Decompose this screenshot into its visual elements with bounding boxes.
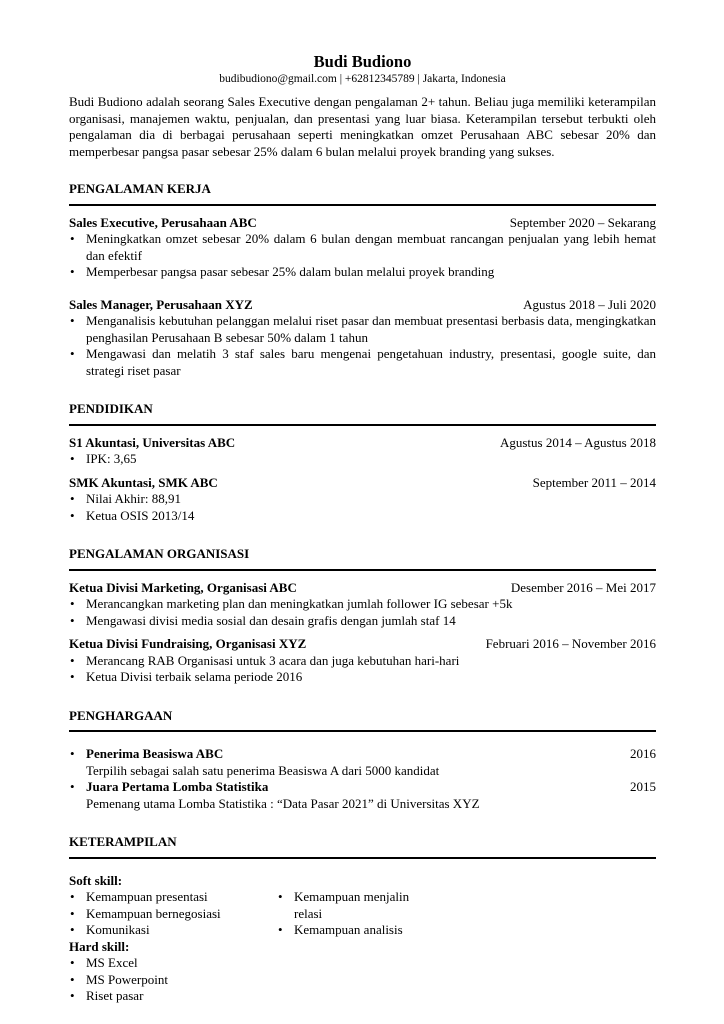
soft-skill-list	[69, 889, 277, 939]
education-section	[69, 401, 656, 524]
award-year: 2015	[630, 779, 656, 794]
soft-skill-label: Soft skill:	[69, 872, 123, 888]
skills-block	[69, 873, 656, 1005]
bullet-list	[69, 653, 656, 686]
award-entry	[69, 779, 656, 812]
entry-date: September 2020 – Sekarang	[509, 214, 656, 230]
list-item: • Kemampuan menjalin relasi	[277, 889, 427, 922]
awards-section	[69, 708, 656, 813]
experience-entry	[69, 297, 656, 380]
contact-info: budibudiono@gmail.com | +62812345789 | Jakarta, Indonesia	[219, 73, 506, 85]
bullet-list	[69, 596, 656, 629]
bullet-list	[69, 231, 656, 281]
list-item: • Meningkatkan omzet sebesar 20% dalam 6 bulan dengan membuat rancangan penjualan yang lebih hemat dan efektif	[69, 231, 656, 264]
award-title: • Penerima Beasiswa ABC	[86, 746, 224, 761]
organization-section	[69, 546, 656, 686]
hard-skill-list	[69, 955, 656, 1005]
organization-entry	[69, 580, 656, 630]
award-title: • Juara Pertama Lomba Statistika	[86, 779, 269, 794]
award-description: Pemenang utama Lomba Statistika : “Data Pasar 2021” di Universitas XYZ	[86, 795, 480, 811]
work-experience-section	[69, 181, 656, 379]
entry-title: SMK Akuntasi, SMK ABC	[69, 474, 218, 490]
list-item: • Memperbesar pangsa pasar sebesar 25% dalam bulan melalui proyek branding	[69, 264, 656, 281]
section-title-experience: PENGALAMAN KERJA	[69, 181, 656, 206]
list-item: • Nilai Akhir: 88,91	[69, 491, 656, 508]
list-item: • Merancangkan marketing plan dan meningkatkan jumlah follower IG sebesar +5k	[69, 596, 656, 613]
entry-title: Sales Executive, Perusahaan ABC	[69, 214, 257, 230]
list-item: • Merancang RAB Organisasi untuk 3 acara dan juga kebutuhan hari-hari	[69, 653, 656, 670]
education-entry	[69, 435, 656, 468]
section-title-skills: KETERAMPILAN	[69, 834, 656, 859]
list-item: • Mengawasi dan melatih 3 staf sales baru mengenai pengetahuan industry, presentasi, google suite, dan strategi riset pasar	[69, 346, 656, 379]
organization-entry	[69, 636, 656, 686]
list-item: • Menganalisis kebutuhan pelanggan melalui riset pasar dan membuat presentasi berbasis data, mengingkatkan penghasilan Perusahaan B sebesar 50% dalam 1 tahun	[69, 313, 656, 346]
entry-header	[69, 215, 656, 232]
entry-title: S1 Akuntasi, Universitas ABC	[69, 434, 236, 450]
entry-date: September 2011 – 2014	[532, 474, 656, 490]
list-item: • MS Excel	[69, 955, 656, 972]
entry-header	[69, 435, 656, 452]
entry-date: Februari 2016 – November 2016	[485, 636, 656, 651]
list-item: • MS Powerpoint	[69, 972, 656, 989]
entry-title: Sales Manager, Perusahaan XYZ	[69, 296, 253, 312]
list-item: • Mengawasi divisi media sosial dan desain grafis dengan jumlah staf 14	[69, 613, 656, 630]
entry-header	[69, 475, 656, 492]
list-item: • IPK: 3,65	[69, 451, 656, 468]
section-title-education: PENDIDIKAN	[69, 401, 656, 426]
hard-skill-label: Hard skill:	[69, 938, 130, 954]
list-item: • Kemampuan presentasi	[69, 889, 277, 906]
award-description: Terpilih sebagai salah satu penerima Beasiswa A dari 5000 kandidat	[86, 762, 440, 778]
entry-title: Ketua Divisi Marketing, Organisasi ABC	[69, 579, 297, 595]
soft-skill-columns	[69, 889, 656, 939]
entry-date: Agustus 2014 – Agustus 2018	[499, 434, 656, 450]
list-item: • Komunikasi	[69, 922, 277, 939]
bullet-list	[69, 491, 656, 524]
list-item: • Kemampuan bernegosiasi	[69, 906, 277, 923]
entry-header	[69, 580, 656, 597]
soft-skill-list	[277, 889, 427, 939]
bullet-list	[69, 451, 656, 468]
entry-header	[69, 636, 656, 653]
list-item: • Kemampuan analisis	[277, 922, 427, 939]
entry-header	[69, 297, 656, 314]
candidate-name: Budi Budiono	[313, 52, 412, 71]
summary-paragraph: Budi Budiono adalah seorang Sales Executive dengan pengalaman 2+ tahun. Beliau juga memiliki keterampilan organisasi, manajemen waktu, penjualan, dan presentasi yang luar biasa. Keterampilan tersebut terbukti oleh pengalaman dia di berbagai perusahaan seperti meningkatkan omzet Perusahaan ABC sebesar 20% dan memperbesar pangsa pasar sebesar 25% dalam 6 bulan melalui proyek branding yang sukses.	[69, 94, 656, 159]
list-item: • Ketua OSIS 2013/14	[69, 508, 656, 525]
bullet-list	[69, 313, 656, 379]
award-year: 2016	[630, 746, 656, 761]
entry-title: Ketua Divisi Fundraising, Organisasi XYZ	[69, 636, 307, 651]
entry-date: Agustus 2018 – Juli 2020	[523, 296, 656, 312]
award-header	[69, 779, 656, 796]
education-entry	[69, 475, 656, 525]
section-title-awards: PENGHARGAAN	[69, 708, 656, 733]
skills-section	[69, 834, 656, 1005]
entry-date: Desember 2016 – Mei 2017	[510, 579, 656, 595]
experience-entry	[69, 215, 656, 281]
section-title-organization: PENGALAMAN ORGANISASI	[69, 546, 656, 571]
list-item: • Riset pasar	[69, 988, 656, 1005]
list-item: • Ketua Divisi terbaik selama periode 2016	[69, 669, 656, 686]
award-entry	[69, 746, 656, 779]
resume-page	[69, 52, 656, 1005]
award-header	[69, 746, 656, 763]
